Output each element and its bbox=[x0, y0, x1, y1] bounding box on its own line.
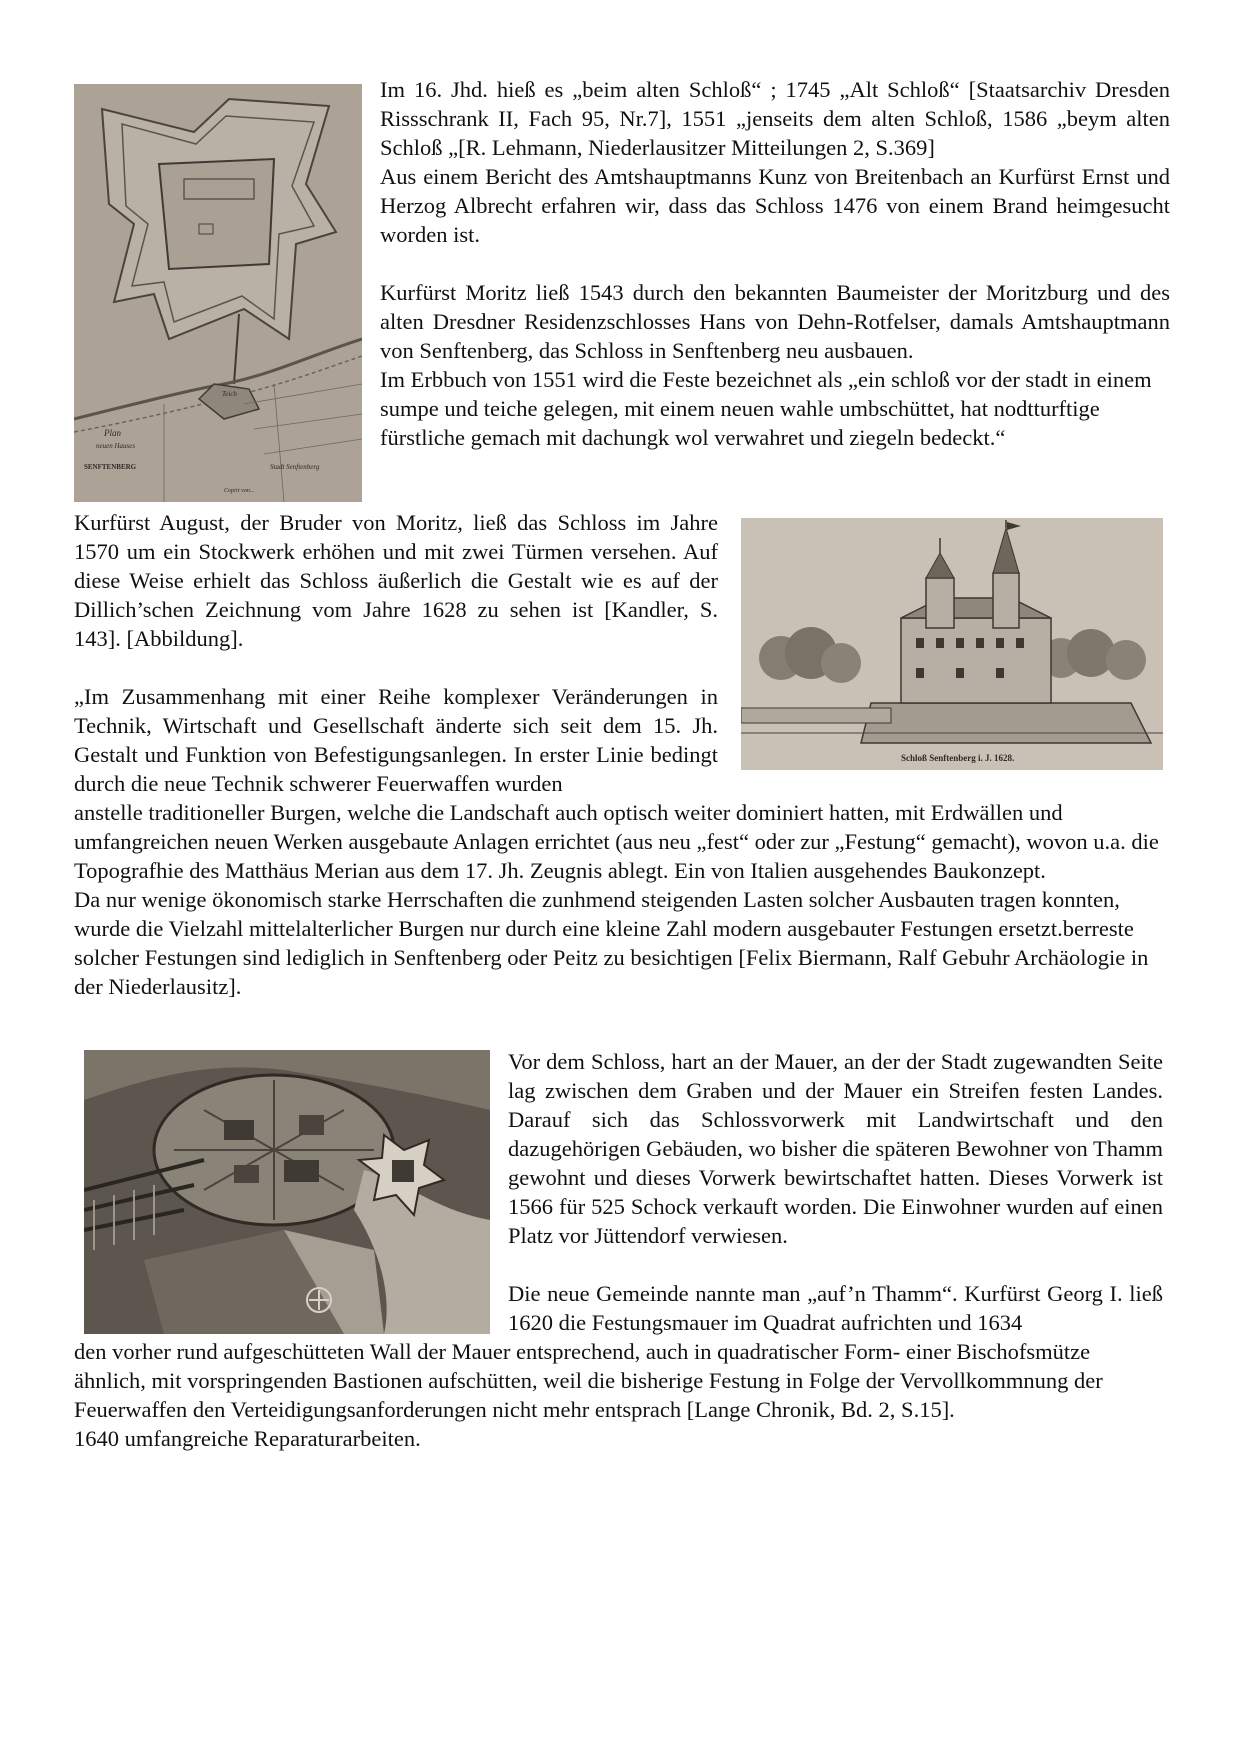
paragraph: den vorher rund aufgeschütteten Wall der Mauer entsprechend, auch in quadratischer Form- einer Bischofsmütze ähnlich, mit vorspringenden Bastionen aufschütten, weil die bisherige Festung in Folge der Vervollkommnung der Feuerwaffen den Verteidigungsanforderungen nicht mehr entsprach [Lange Chronik, Bd. 2, S.15]. bbox=[74, 1339, 1103, 1422]
paragraph: Vor dem Schloss, hart an der Mauer, an der der Stadt zugewandten Seite lag zwischen dem Graben und der Mauer ein Streifen festen Landes. Darauf sich das Schlossvorwerk mit Landwirtschaft und den dazugehörigen Gebäuden, wo bisher die späteren Bewohner von Thamm gewohnt und dieses Vorwerk bewirtschaftet hatten. Dieses Vorwerk ist 1566 für 525 Schock verkauft worden. Die Einwohner wurden auf einen Platz vor Jüttendorf verwiesen. bbox=[508, 1049, 1164, 1248]
plan-label-note: Copirt von... bbox=[224, 488, 255, 494]
paragraph: 1640 umfangreiche Reparaturarbeiten. bbox=[74, 1426, 421, 1451]
text-block-2-column bbox=[74, 508, 718, 798]
paragraph: anstelle traditioneller Burgen, welche die Landschaft auch optisch weiter dominiert hatten, mit Erdwällen und umfangreichen neuen Werken ausgebaute Anlagen errichtet (aus neu „fest“ oder zur „Festung“ gemacht), wovon u.a. die Topografhie des Matthäus Merian aus dem 17. Jh. Zeugnis ablegt. Ein von Italien ausgehendes Baukonzept. bbox=[74, 800, 1159, 883]
paragraph: Da nur wenige ökonomisch starke Herrschaften die zunhmend steigenden Lasten solcher Ausbauten tragen konnten, wurde die Vielzahl mittelalterlicher Burgen nur durch eine kleine Zahl modern ausgebauter Festungen ersetzt.berreste solcher Festungen sind lediglich in Senftenberg oder Peitz zu besichtigen [Felix Biermann, Ralf Gebuhr Archäologie in der Niederlausitz]. bbox=[74, 887, 1149, 999]
aerial-view-image bbox=[84, 1050, 490, 1334]
fortress-plan-image bbox=[74, 84, 362, 502]
paragraph: Im Erbbuch von 1551 wird die Feste bezeichnet als „ein schloß vor der stadt in einem sumpe und teiche gelegen, mit einem neuen wahle umbschüttet, hat nodtturftige fürstliche gemach mit dachungk wol verwahret und ziegeln bedeckt.“ bbox=[380, 367, 1152, 450]
paragraph: Im 16. Jhd. hieß es „beim alten Schloß“ ; 1745 „Alt Schloß“ [Staatsarchiv Dresden Rissschrank II, Fach 95, Nr.7], 1551 „jenseits dem alten Schloß, 1586 „beym alten Schloß „[R. Lehmann, Niederlausitzer Mitteilungen 2, S.369] bbox=[380, 77, 1170, 160]
paragraph: Kurfürst Moritz ließ 1543 durch den bekannten Baumeister der Moritzburg und des alten Dresdner Residenzschlosses Hans von Dehn-Rotfelser, damals Amtshauptmann von Senftenberg, das Schloss in Senftenberg neu ausbauen. bbox=[380, 280, 1170, 363]
paragraph: Die neue Gemeinde nannte man „auf’n Thamm“. Kurfürst Georg I. ließ 1620 die Festungsmauer im Quadrat aufrichten und 1634 bbox=[508, 1281, 1163, 1335]
plan-label-senftenberg: SENFTENBERG bbox=[84, 463, 137, 471]
paragraph: Aus einem Bericht des Amtshauptmanns Kunz von Breitenbach an Kurfürst Ernst und Herzog Albrecht erfahren wir, dass das Schloss 1476 von einem Brand heimgesucht worden ist. bbox=[380, 164, 1170, 247]
castle-drawing-image bbox=[741, 518, 1163, 770]
text-block-3-column bbox=[508, 1047, 1163, 1337]
plan-label-stadt: Stadt Senftenberg bbox=[270, 463, 320, 471]
paragraph: Kurfürst August, der Bruder von Moritz, ließ das Schloss im Jahre 1570 um ein Stockwerk erhöhen und mit zwei Türmen versehen. Auf diese Weise erhielt das Schloss äußerlich die Gestalt wie es auf der Dillich’schen Zeichnung vom Jahre 1628 zu sehen ist [Kandler, S. 143]. [Abbildung]. bbox=[74, 510, 718, 651]
text-block-1 bbox=[380, 75, 1170, 452]
plan-label-teich: Teich bbox=[222, 390, 237, 398]
drawing-caption: Schloß Senftenberg i. J. 1628. bbox=[901, 753, 1015, 763]
paragraph: „Im Zusammenhang mit einer Reihe komplexer Veränderungen in Technik, Wirtschaft und Gesellschaft änderte sich seit dem 15. Jh. Gestalt und Funktion von Befestigungsanlegen. In erster Linie bedingt durch die neue Technik schwerer Feuerwaffen wurden bbox=[74, 684, 718, 796]
text-block-2-full bbox=[74, 798, 1163, 1001]
text-block-3-full bbox=[74, 1337, 1163, 1453]
plan-label-plan: Plan bbox=[104, 428, 121, 438]
plan-label-neuen: neuen Hauses bbox=[96, 442, 136, 450]
